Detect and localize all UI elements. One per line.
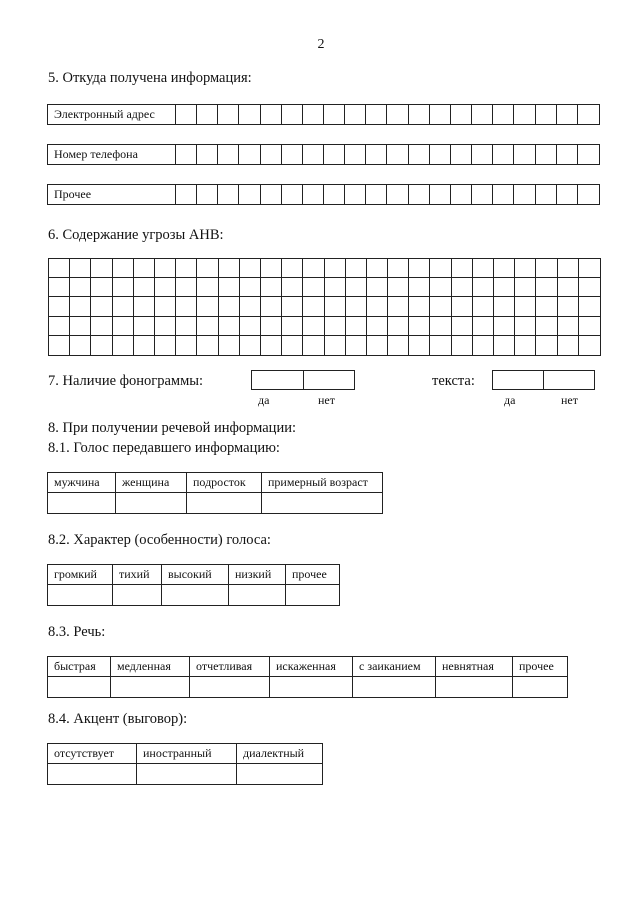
grid-cell[interactable]	[113, 259, 134, 278]
grid-cell[interactable]	[494, 317, 515, 336]
answer-cell[interactable]	[237, 764, 323, 785]
grid-cell[interactable]	[303, 259, 324, 278]
phonogram-label: 7. Наличие фонограммы:	[48, 373, 204, 389]
other-label: Прочее	[48, 185, 176, 204]
text-yes-box[interactable]	[493, 371, 544, 389]
grid-cell[interactable]	[176, 336, 197, 355]
grid-cell[interactable]	[282, 317, 303, 336]
grid-cell[interactable]	[240, 278, 261, 297]
grid-cell[interactable]	[325, 297, 346, 316]
option-female: женщина	[116, 473, 187, 493]
grid-cell[interactable]	[452, 317, 473, 336]
grid-cell[interactable]	[494, 278, 515, 297]
grid-cell[interactable]	[261, 259, 282, 278]
option-distorted: искаженная	[270, 657, 353, 677]
grid-cell[interactable]	[113, 278, 134, 297]
answer-cell[interactable]	[162, 585, 229, 606]
grid-cell[interactable]	[303, 336, 324, 355]
option-other: прочее	[286, 565, 340, 585]
grid-cell[interactable]	[91, 317, 112, 336]
phone-cells[interactable]	[176, 145, 599, 164]
grid-cell[interactable]	[219, 317, 240, 336]
grid-cell[interactable]	[579, 278, 600, 297]
grid-cell[interactable]	[515, 336, 536, 355]
grid-cell[interactable]	[430, 317, 451, 336]
grid-cell[interactable]	[388, 259, 409, 278]
grid-cell[interactable]	[219, 297, 240, 316]
grid-cell[interactable]	[49, 336, 70, 355]
grid-cell[interactable]	[91, 336, 112, 355]
grid-cell[interactable]	[409, 259, 430, 278]
other-field-row[interactable]	[47, 184, 600, 205]
other-cells[interactable]	[176, 185, 599, 204]
grid-cell[interactable]	[346, 259, 367, 278]
section-8-3-title: 8.3. Речь:	[48, 624, 106, 640]
text-yes-no-boxes[interactable]	[492, 370, 595, 390]
grid-cell[interactable]	[494, 336, 515, 355]
grid-cell[interactable]	[430, 278, 451, 297]
option-dialect: диалектный	[237, 744, 323, 764]
grid-cell[interactable]	[325, 317, 346, 336]
grid-cell[interactable]	[473, 336, 494, 355]
grid-cell[interactable]	[70, 278, 91, 297]
grid-cell[interactable]	[134, 259, 155, 278]
grid-cell[interactable]	[240, 297, 261, 316]
grid-cell[interactable]	[219, 336, 240, 355]
grid-cell[interactable]	[70, 259, 91, 278]
grid-cell[interactable]	[409, 317, 430, 336]
grid-cell[interactable]	[558, 278, 579, 297]
grid-cell[interactable]	[452, 259, 473, 278]
option-distinct: отчетливая	[190, 657, 270, 677]
grid-cell[interactable]	[113, 297, 134, 316]
grid-cell[interactable]	[579, 297, 600, 316]
grid-cell[interactable]	[282, 336, 303, 355]
grid-cell[interactable]	[515, 259, 536, 278]
grid-cell[interactable]	[197, 278, 218, 297]
grid-cell[interactable]	[388, 278, 409, 297]
phonogram-yes-label: да	[258, 393, 270, 407]
option-other: прочее	[513, 657, 568, 677]
grid-cell[interactable]	[261, 317, 282, 336]
grid-cell[interactable]	[473, 278, 494, 297]
answer-cell[interactable]	[353, 677, 436, 698]
grid-cell[interactable]	[388, 336, 409, 355]
grid-cell[interactable]	[91, 259, 112, 278]
answer-cell[interactable]	[513, 677, 568, 698]
grid-cell[interactable]	[579, 336, 600, 355]
grid-cell[interactable]	[303, 278, 324, 297]
grid-cell[interactable]	[176, 297, 197, 316]
grid-cell[interactable]	[240, 259, 261, 278]
grid-cell[interactable]	[558, 317, 579, 336]
option-quiet: тихий	[113, 565, 162, 585]
email-cells[interactable]	[176, 105, 599, 124]
grid-cell[interactable]	[70, 336, 91, 355]
grid-cell[interactable]	[536, 278, 557, 297]
section-8-title: 8. При получении речевой информации:	[48, 420, 296, 436]
grid-cell[interactable]	[325, 278, 346, 297]
phonogram-no-label: нет	[318, 393, 335, 407]
grid-cell[interactable]	[494, 259, 515, 278]
voice-character-table	[47, 564, 340, 606]
grid-cell[interactable]	[134, 278, 155, 297]
grid-cell[interactable]	[536, 259, 557, 278]
grid-cell[interactable]	[494, 297, 515, 316]
answer-cell[interactable]	[48, 764, 137, 785]
grid-cell[interactable]	[155, 336, 176, 355]
grid-cell[interactable]	[70, 317, 91, 336]
grid-cell[interactable]	[409, 336, 430, 355]
grid-cell[interactable]	[515, 317, 536, 336]
grid-cell[interactable]	[388, 297, 409, 316]
grid-cell[interactable]	[430, 336, 451, 355]
grid-cell[interactable]	[176, 259, 197, 278]
grid-cell[interactable]	[49, 317, 70, 336]
grid-cell[interactable]	[409, 278, 430, 297]
grid-cell[interactable]	[367, 278, 388, 297]
grid-cell[interactable]	[303, 317, 324, 336]
text-yes-label: да	[504, 393, 516, 407]
grid-cell[interactable]	[282, 297, 303, 316]
option-male: мужчина	[48, 473, 116, 493]
option-slow: медленная	[111, 657, 190, 677]
grid-cell[interactable]	[452, 278, 473, 297]
grid-cell[interactable]	[155, 278, 176, 297]
grid-cell[interactable]	[579, 317, 600, 336]
grid-cell[interactable]	[515, 278, 536, 297]
grid-cell[interactable]	[113, 336, 134, 355]
grid-cell[interactable]	[219, 259, 240, 278]
grid-cell[interactable]	[282, 259, 303, 278]
section-8-4-title: 8.4. Акцент (выговор):	[48, 711, 188, 727]
phonogram-yes-box[interactable]	[252, 371, 304, 389]
phonogram-yes-no-boxes[interactable]	[251, 370, 355, 390]
grid-cell[interactable]	[430, 297, 451, 316]
grid-cell[interactable]	[113, 317, 134, 336]
option-fast: быстрая	[48, 657, 111, 677]
grid-cell[interactable]	[197, 259, 218, 278]
grid-cell[interactable]	[155, 297, 176, 316]
section-5-title: 5. Откуда получена информация:	[48, 70, 252, 86]
grid-cell[interactable]	[558, 259, 579, 278]
grid-cell[interactable]	[367, 259, 388, 278]
grid-cell[interactable]	[536, 297, 557, 316]
accent-table	[47, 743, 323, 785]
email-label: Электронный адрес	[48, 105, 176, 124]
grid-cell[interactable]	[155, 317, 176, 336]
answer-cell[interactable]	[137, 764, 237, 785]
answer-cell[interactable]	[262, 493, 383, 514]
answer-cell[interactable]	[113, 585, 162, 606]
grid-cell[interactable]	[176, 278, 197, 297]
grid-cell[interactable]	[346, 336, 367, 355]
text-label: текста:	[432, 373, 475, 389]
grid-cell[interactable]	[240, 317, 261, 336]
grid-cell[interactable]	[91, 278, 112, 297]
voice-options-table	[47, 472, 383, 514]
grid-cell[interactable]	[452, 336, 473, 355]
page-number: 2	[317, 37, 325, 52]
option-high: высокий	[162, 565, 229, 585]
grid-cell[interactable]	[367, 297, 388, 316]
grid-cell[interactable]	[325, 336, 346, 355]
grid-cell[interactable]	[452, 297, 473, 316]
grid-cell[interactable]	[49, 259, 70, 278]
phonogram-no-box[interactable]	[304, 371, 355, 389]
answer-cell[interactable]	[111, 677, 190, 698]
grid-cell[interactable]	[197, 336, 218, 355]
grid-cell[interactable]	[155, 259, 176, 278]
grid-cell[interactable]	[346, 317, 367, 336]
grid-cell[interactable]	[473, 297, 494, 316]
grid-cell[interactable]	[49, 297, 70, 316]
answer-cell[interactable]	[229, 585, 286, 606]
grid-cell[interactable]	[409, 297, 430, 316]
grid-cell[interactable]	[49, 278, 70, 297]
text-no-label: нет	[561, 393, 578, 407]
grid-cell[interactable]	[240, 336, 261, 355]
grid-cell[interactable]	[261, 336, 282, 355]
answer-cell[interactable]	[286, 585, 340, 606]
grid-cell[interactable]	[536, 317, 557, 336]
answer-cell[interactable]	[48, 493, 116, 514]
grid-cell[interactable]	[197, 297, 218, 316]
option-indistinct: невнятная	[436, 657, 513, 677]
answer-cell[interactable]	[190, 677, 270, 698]
option-absent: отсутствует	[48, 744, 137, 764]
grid-cell[interactable]	[282, 278, 303, 297]
option-loud: громкий	[48, 565, 113, 585]
grid-cell[interactable]	[197, 317, 218, 336]
answer-cell[interactable]	[436, 677, 513, 698]
speech-table	[47, 656, 568, 698]
grid-cell[interactable]	[134, 317, 155, 336]
answer-cell[interactable]	[116, 493, 187, 514]
grid-cell[interactable]	[303, 297, 324, 316]
grid-cell[interactable]	[558, 336, 579, 355]
grid-cell[interactable]	[346, 297, 367, 316]
section-6-title: 6. Содержание угрозы АНВ:	[48, 227, 224, 243]
grid-cell[interactable]	[367, 336, 388, 355]
option-foreign: иностранный	[137, 744, 237, 764]
grid-cell[interactable]	[367, 317, 388, 336]
section-8-2-title: 8.2. Характер (особенности) голоса:	[48, 532, 271, 548]
phone-label: Номер телефона	[48, 145, 176, 164]
grid-cell[interactable]	[219, 278, 240, 297]
option-stutter: с заиканием	[353, 657, 436, 677]
grid-cell[interactable]	[473, 259, 494, 278]
section-8-1-title: 8.1. Голос передавшего информацию:	[48, 440, 280, 456]
grid-cell[interactable]	[473, 317, 494, 336]
grid-cell[interactable]	[346, 278, 367, 297]
grid-cell[interactable]	[558, 297, 579, 316]
grid-cell[interactable]	[91, 297, 112, 316]
threat-content-grid[interactable]	[48, 258, 601, 356]
grid-cell[interactable]	[70, 297, 91, 316]
grid-cell[interactable]	[176, 317, 197, 336]
grid-cell[interactable]	[579, 259, 600, 278]
answer-cell[interactable]	[270, 677, 353, 698]
answer-cell[interactable]	[48, 677, 111, 698]
grid-cell[interactable]	[134, 297, 155, 316]
grid-cell[interactable]	[430, 259, 451, 278]
option-approx-age: примерный возраст	[262, 473, 383, 493]
grid-cell[interactable]	[536, 336, 557, 355]
grid-cell[interactable]	[515, 297, 536, 316]
option-teenager: подросток	[187, 473, 262, 493]
grid-cell[interactable]	[261, 278, 282, 297]
grid-cell[interactable]	[388, 317, 409, 336]
email-field-row[interactable]	[47, 104, 600, 125]
grid-cell[interactable]	[261, 297, 282, 316]
answer-cell[interactable]	[48, 585, 113, 606]
text-no-box[interactable]	[544, 371, 594, 389]
option-low: низкий	[229, 565, 286, 585]
phone-field-row[interactable]	[47, 144, 600, 165]
answer-cell[interactable]	[187, 493, 262, 514]
grid-cell[interactable]	[325, 259, 346, 278]
grid-cell[interactable]	[134, 336, 155, 355]
